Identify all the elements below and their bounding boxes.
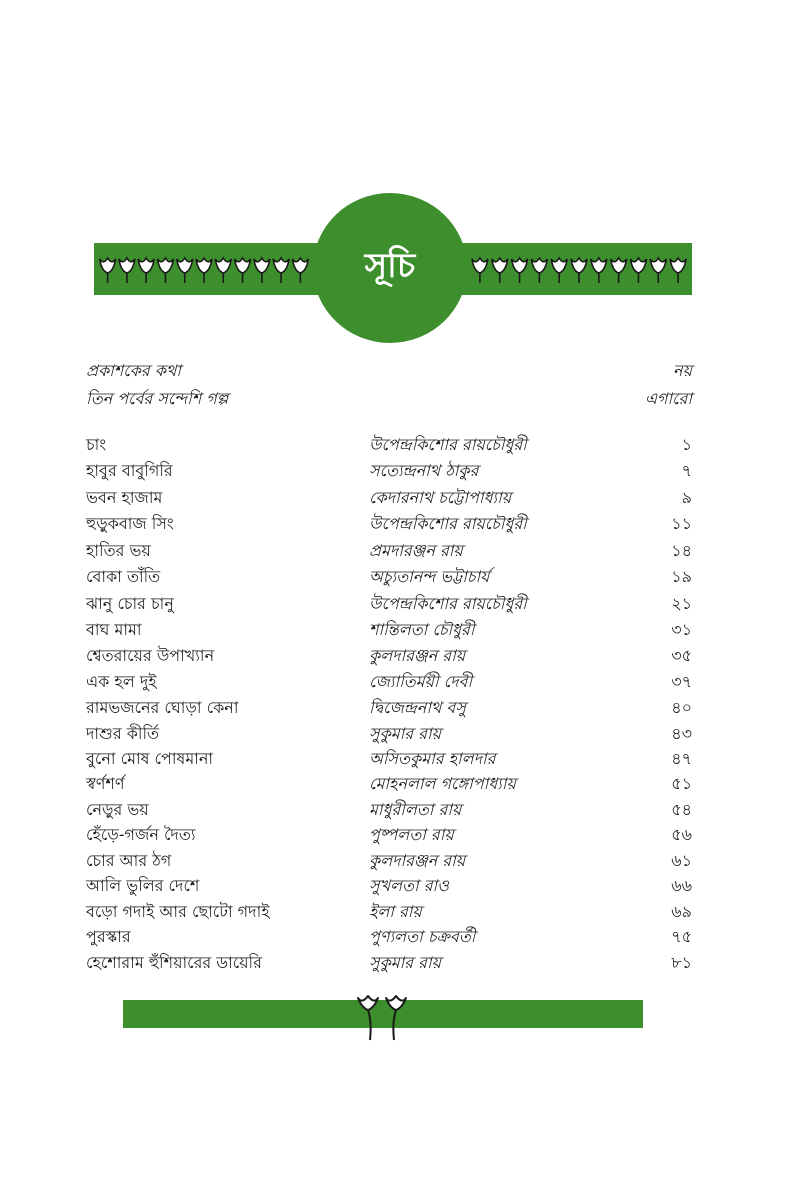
- tulip-icon: [492, 258, 508, 273]
- entry-title: বড়ো গদাই আর ছোটো গদাই: [86, 902, 270, 921]
- entry-author: সত্যেন্দ্রনাথ ঠাকুর: [369, 461, 479, 480]
- entry-author: প্রমদারঞ্জন রায়: [369, 541, 463, 560]
- toc-entry: [86, 797, 700, 822]
- tulip-icon: [177, 258, 193, 273]
- tulip-icon: [254, 258, 270, 273]
- entry-page: ৩১: [671, 620, 692, 639]
- tulip-icon: [100, 258, 116, 273]
- entry-author: মোহনলাল গঙ্গোপাধ্যায়: [369, 774, 516, 793]
- entry-author: কেদারনাথ চট্টোপাধ্যায়: [369, 488, 512, 507]
- entry-page: ৬৯: [671, 902, 692, 921]
- entry-page: ৪৭: [671, 749, 692, 768]
- entry-page: ৬৬: [671, 876, 692, 895]
- toc-entry: [86, 617, 700, 642]
- entry-page: ৭: [681, 461, 692, 480]
- entry-title: বাঘ মামা: [86, 620, 142, 639]
- entry-page: ১: [681, 435, 692, 454]
- toc-entry: [86, 591, 700, 616]
- tulip-icon: [215, 258, 231, 273]
- entry-title: ভবন হাজাম: [86, 488, 163, 507]
- tulip-icon: [196, 258, 212, 273]
- entry-page: ৩৭: [671, 672, 692, 691]
- tulip-icon: [157, 258, 173, 273]
- entry-page: ৮১: [671, 953, 692, 972]
- tulip-border-left-icon: [98, 255, 310, 285]
- entry-author: পুষ্পলতা রায়: [369, 825, 454, 844]
- entry-author: উপেন্দ্রকিশোর রায়চৌধুরী: [369, 514, 527, 533]
- toc-entry: [86, 746, 700, 771]
- toc-entry: [86, 669, 700, 694]
- entry-author: কুলদারঞ্জন রায়: [369, 646, 466, 665]
- entry-author: মাধুরীলতা রায়: [369, 800, 462, 819]
- entry-title: রামভজনের ঘোড়া কেনা: [86, 698, 239, 717]
- entry-page: ৩৫: [671, 646, 692, 665]
- entry-title: দাশুর কীর্তি: [86, 724, 160, 743]
- tulip-icon: [670, 258, 686, 273]
- toc-entry: [86, 564, 700, 589]
- toc-entry: [86, 822, 700, 847]
- entry-title: নেড়ুর ভয়: [86, 800, 149, 819]
- entry-page: ৪০: [671, 698, 692, 717]
- entry-author: সুখলতা রাও: [369, 876, 449, 895]
- entry-title: হেঁড়ে-গর্জন দৈত্য: [86, 825, 196, 844]
- tulip-icon: [630, 258, 646, 273]
- tulip-icon: [591, 258, 607, 273]
- tulip-icon: [611, 258, 627, 273]
- entry-title: চাং: [86, 435, 107, 454]
- entry-title: বোকা তাঁতি: [86, 567, 161, 586]
- entry-title: হাতির ভয়: [86, 541, 151, 560]
- entry-page: ৫১: [671, 774, 692, 793]
- toc-entry: [86, 643, 700, 668]
- entry-title: স্বর্ণশর্ণ: [86, 774, 125, 793]
- tulip-icon: [571, 258, 587, 273]
- entry-page: ৬১: [671, 851, 692, 870]
- entry-title: ঝানু চোর চানু: [86, 594, 174, 613]
- toc-entry: [86, 511, 700, 536]
- entry-page: ৪৩: [671, 724, 692, 743]
- entry-page: ২১: [671, 594, 692, 613]
- footer-tulip-icon: [352, 992, 412, 1044]
- entry-author: উপেন্দ্রকিশোর রায়চৌধুরী: [369, 594, 527, 613]
- toc-entry: [86, 695, 700, 720]
- toc-entry: [86, 458, 700, 483]
- entry-author: সুকুমার রায়: [369, 953, 442, 972]
- tulip-icon: [119, 258, 135, 273]
- entry-title: চোর আর ঠগ: [86, 851, 172, 870]
- entry-author: জ্যোতির্ময়ী দেবী: [369, 672, 473, 691]
- entry-title: শ্বেতরায়ের উপাখ্যান: [86, 646, 215, 665]
- entry-page: ৯: [681, 488, 692, 507]
- tulip-icon: [531, 258, 547, 273]
- toc-entry: [86, 924, 700, 949]
- tulip-icon: [235, 258, 251, 273]
- entry-title: হেশোরাম হুঁশিয়ারের ডায়েরি: [86, 953, 262, 972]
- toc-entry: [86, 899, 700, 924]
- toc-entry: [86, 873, 700, 898]
- entry-page: ৭৫: [671, 927, 692, 946]
- entry-title: হাবুর বাবুগিরি: [86, 461, 173, 480]
- entry-author: ইলা রায়: [369, 902, 422, 921]
- preface-row: [86, 358, 700, 382]
- entry-author: অসিতকুমার হালদার: [369, 749, 496, 768]
- entry-author: সুকুমার রায়: [369, 724, 442, 743]
- tulip-icon: [650, 258, 666, 273]
- entry-author: অচ্যুতানন্দ ভট্টাচার্য: [369, 567, 490, 586]
- preface-title: তিন পর্বের সন্দেশি গল্প: [86, 389, 229, 408]
- entry-title: বুনো মোষ পোষমানা: [86, 749, 214, 768]
- tulip-icon: [292, 258, 308, 273]
- entry-author: শান্তিলতা চৌধুরী: [369, 620, 475, 639]
- tulip-border-right-icon: [470, 255, 688, 285]
- tulip-icon: [472, 258, 488, 273]
- tulip-icon: [273, 258, 289, 273]
- tulip-icon: [551, 258, 567, 273]
- entry-page: ১৪: [671, 541, 692, 560]
- entry-author: উপেন্দ্রকিশোর রায়চৌধুরী: [369, 435, 527, 454]
- preface-row: [86, 386, 700, 410]
- entry-title: হুড়ুকবাজ সিং: [86, 514, 174, 533]
- preface-page: নয়: [673, 361, 692, 380]
- entry-title: পুরস্কার: [86, 927, 131, 946]
- page-title: সূচি: [364, 245, 416, 286]
- preface-title: প্রকাশকের কথা: [86, 361, 181, 380]
- toc-entry: [86, 771, 700, 796]
- toc-entry: [86, 721, 700, 746]
- entry-title: আলি ভুলির দেশে: [86, 876, 200, 895]
- toc-entry: [86, 538, 700, 563]
- entry-author: পুণ্যলতা চক্রবর্তী: [369, 927, 476, 946]
- toc-entry: [86, 485, 700, 510]
- entry-author: দ্বিজেন্দ্রনাথ বসু: [369, 698, 466, 717]
- tulip-icon: [512, 258, 528, 273]
- entry-title: এক হল দুই: [86, 672, 157, 691]
- preface-page: এগারো: [644, 389, 692, 408]
- entry-page: ১৯: [671, 567, 692, 586]
- tulip-icon: [138, 258, 154, 273]
- toc-entry: [86, 432, 700, 457]
- toc-entry: [86, 848, 700, 873]
- toc-entry: [86, 950, 700, 975]
- entry-page: ৫৪: [671, 800, 692, 819]
- entry-author: কুলদারঞ্জন রায়: [369, 851, 466, 870]
- entry-page: ৫৬: [671, 825, 692, 844]
- entry-page: ১১: [671, 514, 692, 533]
